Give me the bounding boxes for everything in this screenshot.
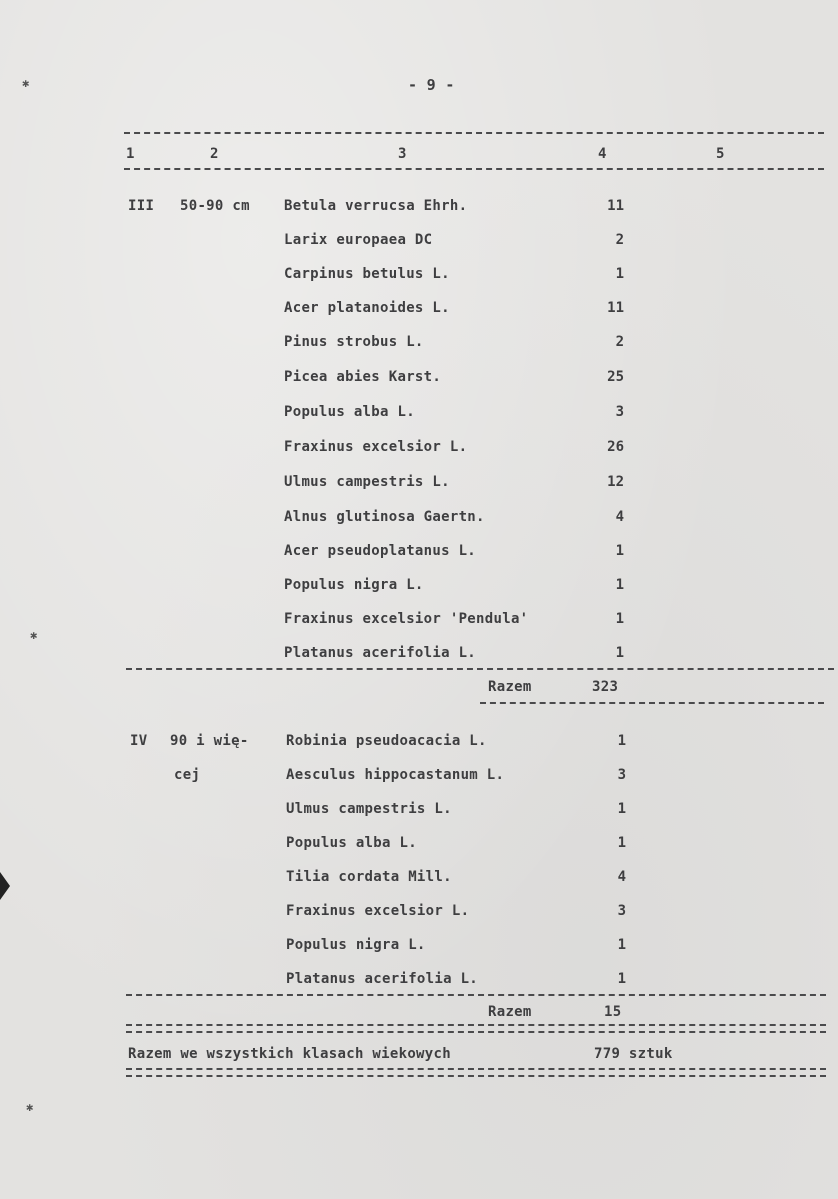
column-header-2: 2 <box>210 146 219 162</box>
scan-edge-mark <box>0 872 10 900</box>
species-count: 3 <box>617 903 626 919</box>
section-rule <box>126 994 826 996</box>
species-count: 4 <box>617 869 626 885</box>
grand-total-value: 779 sztuk <box>594 1046 673 1062</box>
punch-mark: ✱ <box>30 628 38 642</box>
species-count: 1 <box>615 645 624 661</box>
double-rule <box>126 1024 826 1033</box>
species-name: Robinia pseudoacacia L. <box>286 733 487 749</box>
species-name: Fraxinus excelsior L. <box>284 439 468 455</box>
species-name: Fraxinus excelsior L. <box>286 903 470 919</box>
species-count: 1 <box>615 577 624 593</box>
age-class-label: III <box>128 198 155 214</box>
species-name: Acer pseudoplatanus L. <box>284 543 477 559</box>
species-name: Platanus acerifolia L. <box>284 645 477 661</box>
grand-total-label: Razem we wszystkich klasach wiekowych <box>128 1046 451 1062</box>
species-count: 12 <box>607 474 624 490</box>
species-name: Platanus acerifolia L. <box>286 971 479 987</box>
species-count: 11 <box>607 198 624 214</box>
diameter-range: 50-90 cm <box>180 198 250 214</box>
species-name: Carpinus betulus L. <box>284 266 450 282</box>
species-name: Ulmus campestris L. <box>284 474 450 490</box>
species-name: Populus nigra L. <box>284 577 424 593</box>
column-header-1: 1 <box>126 146 135 162</box>
subtotal-label: Razem <box>488 1004 532 1020</box>
species-count: 26 <box>607 439 624 455</box>
species-count: 1 <box>615 611 624 627</box>
species-count: 3 <box>615 404 624 420</box>
species-count: 1 <box>617 801 626 817</box>
punch-mark: ✱ <box>26 1100 34 1114</box>
species-name: Populus alba L. <box>286 835 417 851</box>
subtotal-value: 15 <box>604 1004 622 1020</box>
column-header-3: 3 <box>398 146 407 162</box>
species-count: 1 <box>617 937 626 953</box>
header-bottom-rule <box>124 168 824 170</box>
subtotal-value: 323 <box>592 679 619 695</box>
species-count: 1 <box>615 266 624 282</box>
species-name: Aesculus hippocastanum L. <box>286 767 505 783</box>
species-count: 1 <box>617 835 626 851</box>
page-number: - 9 - <box>408 76 455 94</box>
species-name: Populus nigra L. <box>286 937 426 953</box>
species-count: 11 <box>607 300 624 316</box>
subtotal-rule <box>480 702 824 704</box>
section-rule <box>126 668 834 670</box>
species-count: 4 <box>615 509 624 525</box>
species-name: Betula verrucsa Ehrh. <box>284 198 468 214</box>
species-name: Tilia cordata Mill. <box>286 869 452 885</box>
diameter-range: 90 i wię- <box>170 733 249 749</box>
species-count: 1 <box>617 971 626 987</box>
species-name: Populus alba L. <box>284 404 415 420</box>
species-count: 3 <box>617 767 626 783</box>
species-name: Ulmus campestris L. <box>286 801 452 817</box>
species-name: Larix europaea DC <box>284 232 433 248</box>
header-top-rule <box>124 132 824 134</box>
species-name: Pinus strobus L. <box>284 334 424 350</box>
diameter-range-continued: cej <box>174 767 201 783</box>
species-name: Fraxinus excelsior 'Pendula' <box>284 611 529 627</box>
species-count: 2 <box>615 232 624 248</box>
double-rule <box>126 1068 826 1077</box>
species-count: 1 <box>615 543 624 559</box>
species-count: 2 <box>615 334 624 350</box>
species-count: 25 <box>607 369 624 385</box>
species-name: Alnus glutinosa Gaertn. <box>284 509 485 525</box>
subtotal-label: Razem <box>488 679 532 695</box>
punch-mark: ✱ <box>22 76 30 90</box>
species-count: 1 <box>617 733 626 749</box>
column-header-4: 4 <box>598 146 607 162</box>
species-name: Picea abies Karst. <box>284 369 442 385</box>
column-header-5: 5 <box>716 146 725 162</box>
species-name: Acer platanoides L. <box>284 300 450 316</box>
age-class-label: IV <box>130 733 148 749</box>
